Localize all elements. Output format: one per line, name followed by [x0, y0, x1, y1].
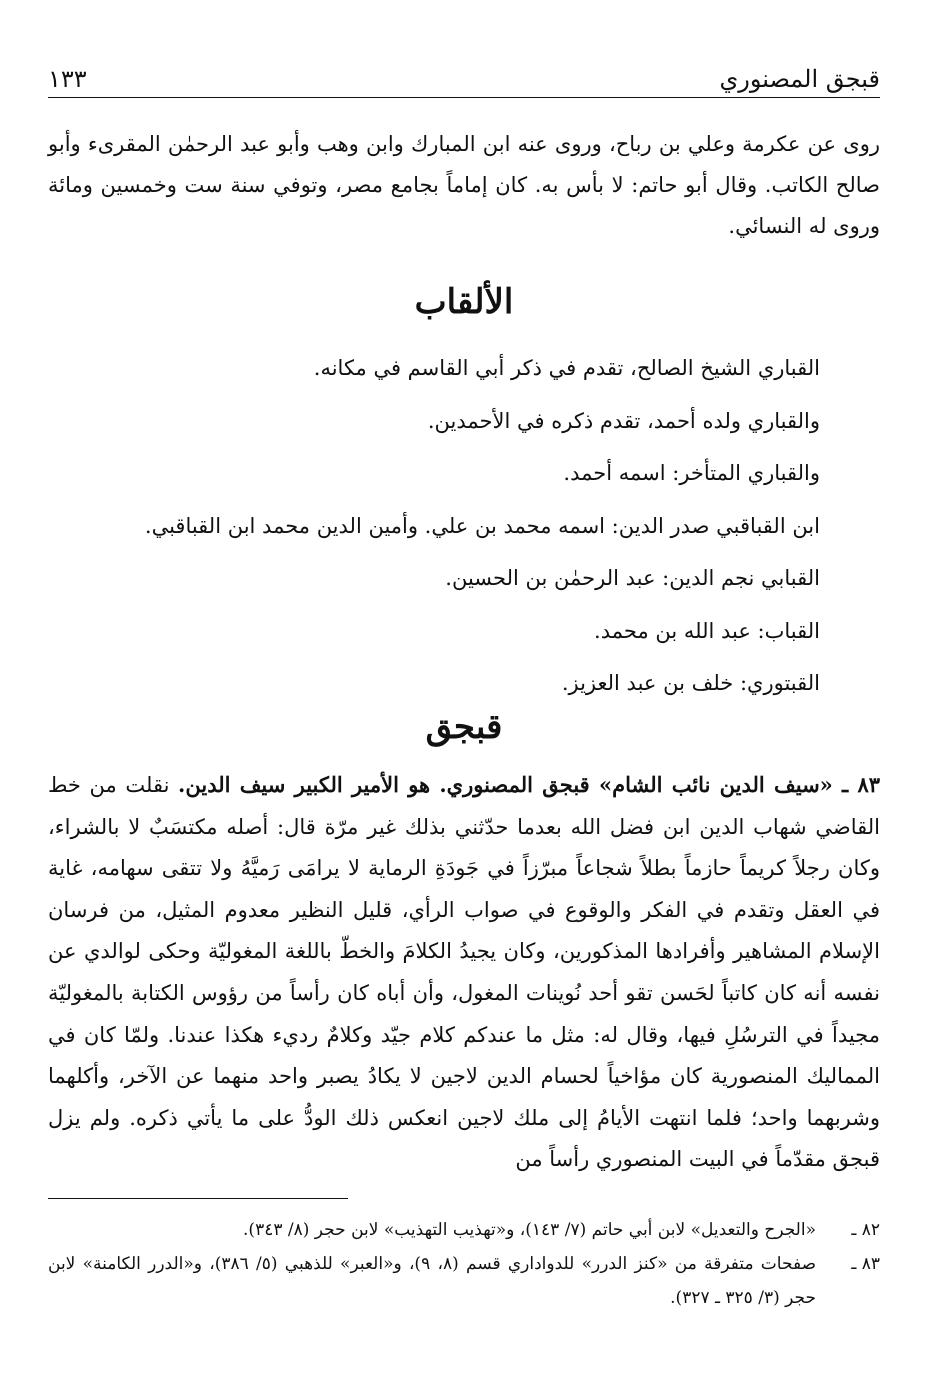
alqab-entry: والقباري المتأخر: اسمه أحمد.	[563, 461, 820, 485]
footnote-text: صفحات متفرقة من «كنز الدرر» للدواداري قسم (٨، ٩)، و«العبر» للذهبي (٥/ ٣٨٦)، و«الدرر الكامنة» لابن حجر (٣/ ٣٢٥ ـ ٣٢٧).	[48, 1254, 816, 1308]
page-number: ١٣٣	[48, 65, 87, 93]
alqab-list	[48, 342, 820, 710]
section-heading-qibjaq: قبجق	[425, 707, 503, 747]
alqab-entry: القباب: عبد الله بن محمد.	[594, 618, 820, 643]
section-heading-alqab: الألقاب	[414, 282, 514, 322]
entry-83-text: نقلت من خط القاضي شهاب الدين ابن فضل الله بعدما حدّثني بذلك غير مرّة قال: أصله مكتسَبٌ لا بالشراء، وكان رجلاً كريماً حازماً بطلاً شجاعاً مبرّزاً في جَودَةِ الرماية لا يرامَى رَميَّهُ ولا تتقى سهامه، غاية في العقل وتقدم في الفكر والوقوع في صواب الرأي، قليل النظير معدوم المثيل، من فرسان الإسلام المشاهير وأفرادها المذكورين، وكان يجيدُ الكلامَ والخطّ باللغة المغوليّة وحكى لوالدي عن نفسه أنه كان كاتباً لحَسن تقو أحد نُوينات المغول، وأن أباه كان رأساً من رؤوس الكتابة بالمغوليّة مجيداً في الترسُلِ فيها، وقال له: مثل ما عندكم كلام جيّد وكلامٌ رديء هكذا عندنا. ولمّا كان في المماليك المنصورية كان مؤاخياً لحسام الدين لاجين لا يكادُ يصبر واحد منهما عن الآخر، وأكلهما وشربهما واحد؛ فلما انتهت الأيامُ إلى ملك لاجين انعكس ذلك الودُّ على ما يأتي ذكره. ولم يزل قبجق مقدّماً في البيت المنصوري رأساً من	[48, 773, 880, 1172]
footnote-number: ٨٣ ـ	[851, 1254, 880, 1274]
running-title: قبجق المصنوري	[719, 65, 880, 93]
book-page	[48, 0, 880, 1374]
footnotes	[48, 1213, 880, 1315]
page-header	[48, 58, 880, 98]
footnote-text: «الجرح والتعديل» لابن أبي حاتم (٧/ ١٤٣)، و«تهذيب التهذيب» لابن حجر (٨/ ٣٤٣).	[243, 1220, 816, 1240]
entry-83-lead: ٨٣ ـ «سيف الدين نائب الشام» قبجق المصنوري. هو الأمير الكبير سيف الدين.	[178, 772, 881, 797]
alqab-entry: القبتوري: خلف بن عبد العزيز.	[561, 671, 820, 695]
entry-83-paragraph	[48, 764, 880, 1181]
intro-paragraph: روى عن عكرمة وعلي بن رباح، وروى عنه ابن المبارك وابن وهب وأبو عبد الرحمٰن المقرىء وأبو صالح الكاتب. وقال أبو حاتم: لا بأس به. كان إماماً بجامع مصر، وتوفي سنة ست وخمسين ومائة وروى له النسائي.	[48, 132, 880, 238]
alqab-entry: والقباري ولده أحمد، تقدم ذكره في الأحمدين.	[427, 408, 820, 433]
alqab-entry: ابن القباقبي صدر الدين: اسمه محمد بن علي. وأمين الدين محمد ابن القباقبي.	[144, 513, 820, 538]
footnote-separator	[48, 1198, 348, 1199]
alqab-entry: القباري الشيخ الصالح، تقدم في ذكر أبي القاسم في مكانه.	[313, 356, 820, 380]
alqab-entry: القبابي نجم الدين: عبد الرحمٰن بن الحسين.	[445, 566, 820, 590]
footnote	[48, 1247, 880, 1315]
footnote-number: ٨٢ ـ	[851, 1220, 880, 1240]
footnote	[48, 1213, 880, 1247]
